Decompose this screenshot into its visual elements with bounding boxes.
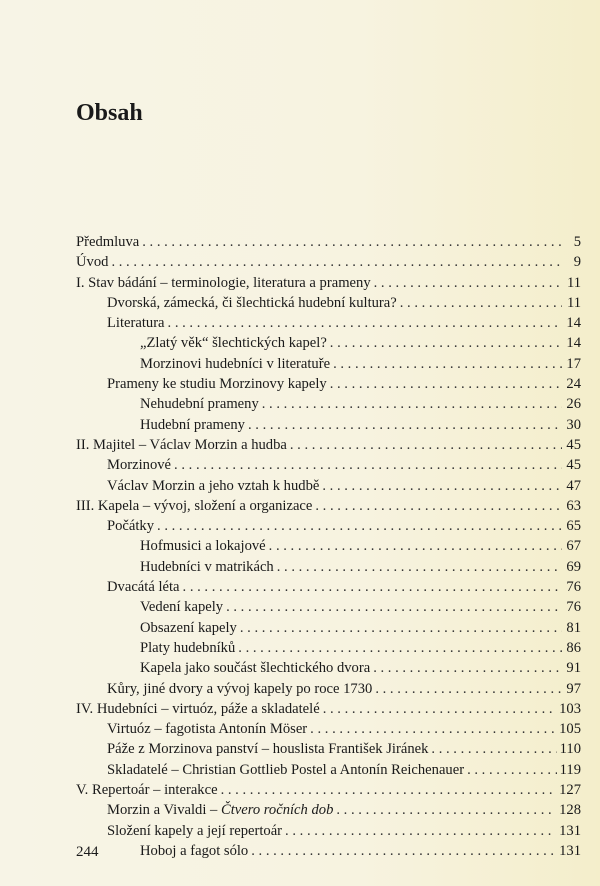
dot-leader: [174, 455, 562, 475]
toc-entry-label: [107, 719, 307, 739]
dot-leader: [285, 821, 556, 841]
toc-entry-page: 11: [566, 274, 581, 291]
toc-entry-title: Nehudební prameny: [140, 396, 259, 413]
toc-entry: [76, 374, 581, 394]
dot-leader: [157, 516, 562, 536]
toc-entry-page: 30: [566, 416, 581, 433]
toc-entry-page: 45: [566, 436, 581, 453]
toc-entry-title: Virtuóz – fagotista Antonín Möser: [107, 721, 308, 738]
toc-entry: [76, 313, 581, 333]
toc-entry: [76, 333, 581, 353]
toc-entry-label: [107, 577, 180, 597]
dot-leader: [374, 273, 562, 293]
table-of-contents: [76, 232, 581, 861]
dot-leader: [310, 719, 556, 739]
toc-entry-page: 67: [566, 538, 581, 555]
toc-entry: [76, 293, 581, 313]
toc-entry-page: 63: [566, 497, 581, 514]
toc-entry-title: II. Majitel – Václav Morzin a hudba: [76, 436, 287, 453]
toc-entry-label: [76, 699, 320, 719]
toc-entry: [76, 496, 581, 516]
toc-entry-title: Předmluva: [76, 234, 140, 250]
toc-entry-label: [107, 313, 165, 333]
toc-entry-page: 65: [566, 518, 581, 535]
toc-entry-page: 105: [559, 721, 581, 738]
page-number: 244: [76, 844, 99, 860]
toc-entry-title: III. Kapela – vývoj, složení a organizace: [76, 497, 313, 514]
toc-entry-label: [107, 800, 333, 820]
toc-entry-page: 127: [559, 782, 581, 799]
toc-entry-title: IV. Hudebníci – virtuóz, páže a skladatelé: [76, 700, 320, 717]
toc-entry-page: 5: [573, 234, 581, 250]
toc-entry: [76, 821, 581, 841]
dot-leader: [400, 293, 562, 313]
toc-entry-label: [107, 821, 282, 841]
dot-leader: [290, 435, 562, 455]
toc-entry-page: 103: [559, 700, 581, 717]
toc-entry: [76, 699, 581, 719]
toc-entry-label: [140, 394, 259, 414]
toc-entry-label: [76, 496, 312, 516]
toc-entry-page: 69: [566, 558, 581, 575]
dot-leader: [142, 232, 562, 252]
toc-entry-page: 26: [566, 396, 581, 413]
toc-entry: [76, 618, 581, 638]
toc-entry-page: 131: [559, 842, 581, 859]
dot-leader: [248, 415, 562, 435]
dot-leader: [323, 699, 556, 719]
toc-entry-label: [107, 516, 154, 536]
toc-entry-page: 24: [566, 376, 581, 393]
toc-entry: [76, 577, 581, 597]
toc-entry-label: [107, 760, 464, 780]
toc-entry: [76, 658, 581, 678]
toc-entry: [76, 273, 581, 293]
toc-entry-label: [76, 273, 371, 293]
dot-leader: [168, 313, 562, 333]
toc-entry-label: [140, 597, 223, 617]
toc-entry-title: Kapela jako součást šlechtického dvora: [140, 660, 371, 677]
toc-entry-label: [76, 252, 108, 272]
toc-entry-page: 91: [566, 660, 581, 677]
toc-entry-title: Morzinové: [107, 457, 172, 474]
toc-entry-page: 131: [559, 822, 581, 839]
toc-entry-page: 76: [566, 599, 581, 616]
toc-entry-page: 9: [573, 254, 581, 271]
toc-entry-title: Hudebníci v matrikách: [140, 558, 274, 575]
toc-entry-page: 11: [566, 294, 581, 311]
dot-leader: [221, 780, 557, 800]
toc-entry-label: [140, 618, 237, 638]
toc-entry: [76, 780, 581, 800]
toc-entry-title: Václav Morzin a jeho vztah k hudbě: [107, 477, 320, 494]
toc-entry-label: [107, 679, 372, 699]
toc-entry-title: Obsazení kapely: [140, 619, 237, 636]
toc-entry: [76, 679, 581, 699]
toc-entry-title: I. Stav bádání – terminologie, literatura a prameny: [76, 274, 371, 291]
toc-entry-page: 128: [559, 802, 581, 819]
dot-leader: [330, 333, 562, 353]
toc-entry: [76, 435, 581, 455]
toc-entry-page: 97: [566, 680, 581, 697]
dot-leader: [375, 679, 562, 699]
toc-entry: [76, 415, 581, 435]
toc-entry-title: Složení kapely a její repertoár: [107, 822, 283, 839]
toc-entry-page: 110: [559, 741, 581, 758]
toc-entry-label: [76, 232, 139, 252]
toc-entry-title: Morzin a Vivaldi –: [107, 802, 221, 819]
toc-entry-title: Dvacátá léta: [107, 579, 180, 596]
toc-entry-label: [140, 638, 235, 658]
toc-entry-title: „Zlatý věk“ šlechtických kapel?: [140, 335, 327, 352]
dot-leader: [238, 638, 562, 658]
toc-entry-title: Hudební prameny: [140, 416, 245, 433]
toc-entry-italic-title: Čtvero ročních dob: [220, 802, 334, 819]
dot-leader: [183, 577, 562, 597]
dot-leader: [315, 496, 562, 516]
toc-entry-page: 81: [566, 619, 581, 636]
dot-leader: [467, 760, 557, 780]
toc-entry-label: [76, 780, 218, 800]
toc-entry-label: [140, 354, 330, 374]
toc-entry: [76, 739, 581, 759]
toc-entry-label: [140, 536, 266, 556]
dot-leader: [277, 557, 562, 577]
dot-leader: [330, 374, 562, 394]
toc-entry-title: Platy hudebníků: [140, 639, 236, 656]
dot-leader: [431, 739, 556, 759]
toc-entry: [76, 597, 581, 617]
dot-leader: [262, 394, 562, 414]
toc-entry-page: 14: [566, 335, 581, 352]
dot-leader: [226, 597, 562, 617]
toc-entry: [76, 455, 581, 475]
toc-entry-label: [107, 739, 428, 759]
toc-entry: [76, 800, 581, 820]
toc-entry-label: [140, 658, 370, 678]
toc-entry: [76, 252, 581, 272]
toc-entry-title: V. Repertoár – interakce: [76, 782, 218, 799]
toc-entry: [76, 476, 581, 496]
toc-entry-title: Hoboj a fagot sólo: [140, 842, 249, 859]
toc-entry-title: Úvod: [76, 254, 109, 271]
toc-entry-label: [140, 557, 274, 577]
toc-entry-page: 47: [566, 477, 581, 494]
toc-entry-label: [76, 435, 287, 455]
toc-entry-title: Dvorská, zámecká, či šlechtická hudební kultura?: [107, 294, 397, 311]
toc-entry: [76, 719, 581, 739]
toc-entry-page: 17: [566, 355, 581, 372]
toc-entry-label: [107, 476, 319, 496]
toc-entry: [76, 760, 581, 780]
toc-entry-title: Počátky: [107, 518, 155, 535]
toc-entry-label: [107, 293, 397, 313]
dot-leader: [336, 800, 556, 820]
toc-entry-page: 86: [566, 639, 581, 656]
toc-entry-title: Skladatelé – Christian Gottlieb Postel a Antonín Reichenauer: [107, 761, 465, 778]
toc-entry: [76, 394, 581, 414]
toc-entry-title: Vedení kapely: [140, 599, 224, 616]
toc-entry: [76, 232, 581, 252]
page-title: Obsah: [76, 100, 143, 126]
toc-entry-title: Literatura: [107, 315, 165, 332]
toc-entry-page: 76: [566, 579, 581, 596]
toc-entry: [76, 638, 581, 658]
toc-entry-title: Hofmusici a lokajové: [140, 538, 266, 555]
dot-leader: [322, 476, 562, 496]
toc-entry-page: 119: [559, 761, 581, 778]
toc-entry: [76, 354, 581, 374]
dot-leader: [251, 841, 556, 861]
toc-entry-label: [140, 841, 248, 861]
toc-entry-title: Páže z Morzinova panství – houslista František Jiránek: [107, 741, 429, 758]
dot-leader: [111, 252, 562, 272]
dot-leader: [333, 354, 562, 374]
toc-entry-page: 14: [566, 315, 581, 332]
toc-entry: [76, 516, 581, 536]
toc-entry-label: [140, 333, 327, 353]
toc-entry-label: [107, 374, 327, 394]
toc-entry-label: [107, 455, 171, 475]
toc-entry-label: [140, 415, 245, 435]
toc-entry-title: Kůry, jiné dvory a vývoj kapely po roce 1730: [107, 680, 373, 697]
toc-entry-title: Prameny ke studiu Morzinovy kapely: [107, 376, 327, 393]
dot-leader: [269, 536, 562, 556]
toc-entry-page: 45: [566, 457, 581, 474]
toc-entry: [76, 536, 581, 556]
dot-leader: [373, 658, 562, 678]
toc-entry: [76, 841, 581, 861]
toc-entry-title: Morzinovi hudebníci v literatuře: [140, 355, 331, 372]
toc-entry: [76, 557, 581, 577]
dot-leader: [240, 618, 562, 638]
